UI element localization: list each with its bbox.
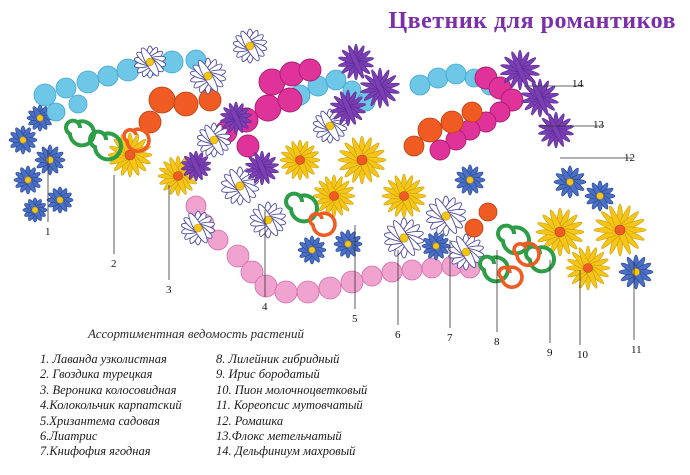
callout-number-3: 3 (166, 284, 172, 296)
callout-number-1: 1 (45, 226, 51, 238)
callout-number-6: 6 (395, 329, 401, 341)
callout-number-8: 8 (494, 336, 500, 348)
flower-bed-body (9, 29, 653, 303)
legend-item: 7.Книфофия ягодная (40, 444, 151, 459)
cluster-orange-lower (465, 203, 497, 237)
callout-number-2: 2 (111, 258, 117, 270)
callout-number-10: 10 (577, 349, 588, 361)
legend-column-right (216, 352, 367, 460)
callout-number-13: 13 (593, 119, 604, 131)
callout-number-9: 9 (547, 347, 553, 359)
legend-item: 2. Гвоздика турецкая (40, 367, 153, 382)
legend-column-left (40, 352, 182, 460)
callout-number-12: 12 (624, 152, 635, 164)
legend-item: 3. Вероника колосовидная (40, 382, 177, 397)
callout-number-4: 4 (262, 301, 268, 313)
callout-number-7: 7 (447, 332, 453, 344)
legend-item: 13.Флокс метельчатый (216, 429, 342, 444)
legend-item: 4.Колокольчик карпатский (40, 398, 182, 413)
callout-number-14: 14 (572, 78, 583, 90)
legend-item: 9. Ирис бородатый (216, 367, 320, 382)
callout-number-5: 5 (352, 313, 358, 325)
legend-item: 5.Хризантема садовая (40, 413, 160, 428)
legend-item: 1. Лаванда узколистная (40, 352, 167, 366)
legend-item: 11. Кореопсис мутовчатый (216, 398, 363, 413)
legend-item: 6.Лиатрис (40, 429, 98, 444)
legend-item: 14. Дельфиниум махровый (216, 444, 356, 459)
cluster-blue-left (9, 105, 73, 222)
legend-item: 10. Пион молочноцветковый (216, 382, 368, 397)
page-title: Цветник для романтиков (388, 8, 676, 34)
callout-number-11: 11 (631, 344, 642, 356)
legend-heading: Ассортиментная ведомость растений (88, 326, 304, 341)
legend-item: 8. Лилейник гибридный (216, 352, 340, 366)
legend-item: 12. Ромашка (216, 413, 284, 428)
